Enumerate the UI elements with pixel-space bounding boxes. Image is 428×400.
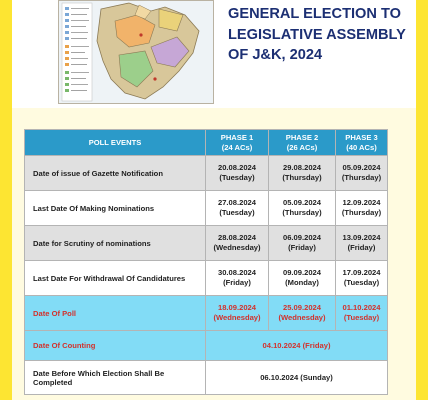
phase-3-cell — [336, 296, 388, 331]
table-row-date-of-counting — [25, 331, 388, 361]
weekday-text: (Monday) — [285, 278, 319, 287]
event-cell: Date for Scrutiny of nominations — [25, 226, 206, 261]
weekday-text: (Thursday) — [341, 173, 382, 182]
table-row — [25, 191, 388, 226]
weekday-text: (Thursday) — [282, 173, 322, 182]
column-header-phase-3 — [336, 130, 388, 156]
phase-2-cell — [269, 226, 336, 261]
phase-3-cell — [336, 191, 388, 226]
phase-3-label: PHASE 3 — [345, 132, 378, 142]
table-row-date-of-poll — [25, 296, 388, 331]
date-text: 27.08.2024 — [217, 198, 256, 207]
election-schedule-table — [24, 129, 388, 395]
date-text: 12.09.2024 — [342, 198, 381, 207]
table-row — [25, 261, 388, 296]
date-text: 28.08.2024 — [217, 233, 256, 242]
weekday-text: (Tuesday) — [219, 208, 255, 217]
phase-2-cell — [269, 191, 336, 226]
page-title — [228, 4, 412, 66]
table-header-row — [25, 130, 388, 156]
phase-3-acs: (40 ACs) — [346, 142, 377, 152]
weekday-text: (Wednesday) — [278, 313, 326, 322]
date-text: 29.08.2024 — [282, 163, 321, 172]
weekday-text: (Tuesday) — [343, 278, 380, 287]
event-cell: Date of issue of Gazette Notification — [25, 156, 206, 191]
all-phases-cell: 04.10.2024 (Friday) — [206, 331, 388, 361]
weekday-text: (Thursday) — [341, 208, 382, 217]
phase-3-cell — [336, 226, 388, 261]
table-row — [25, 226, 388, 261]
table-row — [25, 156, 388, 191]
event-cell: Date Of Counting — [25, 331, 206, 361]
weekday-text: (Friday) — [288, 243, 316, 252]
header-panel — [12, 0, 416, 108]
phase-2-acs: (26 ACs) — [286, 142, 318, 152]
date-text: 06.09.2024 — [282, 233, 321, 242]
weekday-text: (Wednesday) — [213, 243, 261, 252]
date-text: 25.09.2024 — [282, 303, 321, 312]
date-text: 17.09.2024 — [342, 268, 381, 277]
date-text: 13.09.2024 — [342, 233, 381, 242]
date-text: 05.09.2024 — [282, 198, 321, 207]
phase-3-cell — [336, 156, 388, 191]
all-phases-cell: 06.10.2024 (Sunday) — [206, 361, 388, 395]
phase-1-cell — [206, 191, 269, 226]
phase-1-cell — [206, 296, 269, 331]
column-header-phase-1 — [206, 130, 269, 156]
column-header-poll-events: POLL EVENTS — [25, 130, 206, 156]
state-map-image — [58, 0, 214, 104]
phase-2-cell — [269, 261, 336, 296]
weekday-text: (Friday) — [347, 243, 376, 252]
weekday-text: (Thursday) — [282, 208, 322, 217]
title-line-2: LEGISLATIVE ASSEMBLY — [228, 26, 406, 43]
phase-2-cell — [269, 156, 336, 191]
date-text: 05.09.2024 — [342, 163, 381, 172]
date-text: 20.08.2024 — [217, 163, 256, 172]
weekday-text: (Wednesday) — [213, 313, 261, 322]
event-cell: Date Before Which Election Shall Be Completed — [25, 361, 206, 395]
phase-1-label: PHASE 1 — [220, 132, 254, 142]
column-header-phase-2 — [269, 130, 336, 156]
phase-1-cell — [206, 226, 269, 261]
phase-1-cell — [206, 261, 269, 296]
title-line-3: OF J&K, 2024 — [228, 47, 323, 63]
phase-2-cell — [269, 296, 336, 331]
notice-card — [12, 0, 416, 400]
phase-1-acs: (24 ACs) — [221, 142, 253, 152]
weekday-text: (Friday) — [223, 278, 251, 287]
date-text: 01.10.2024 — [342, 303, 381, 312]
table-row-completion-date — [25, 361, 388, 395]
date-text: 18.09.2024 — [217, 303, 256, 312]
date-text: 09.09.2024 — [282, 268, 321, 277]
date-text: 30.08.2024 — [217, 268, 256, 277]
event-cell: Last Date For Withdrawal Of Candidatures — [25, 261, 206, 296]
phase-2-label: PHASE 2 — [285, 132, 319, 142]
phase-1-cell — [206, 156, 269, 191]
event-cell: Last Date Of Making Nominations — [25, 191, 206, 226]
weekday-text: (Tuesday) — [343, 313, 380, 322]
phase-3-cell — [336, 261, 388, 296]
event-cell: Date Of Poll — [25, 296, 206, 331]
title-line-1: GENERAL ELECTION TO — [228, 6, 401, 22]
weekday-text: (Tuesday) — [219, 173, 255, 182]
schedule-table-wrapper — [24, 129, 387, 395]
